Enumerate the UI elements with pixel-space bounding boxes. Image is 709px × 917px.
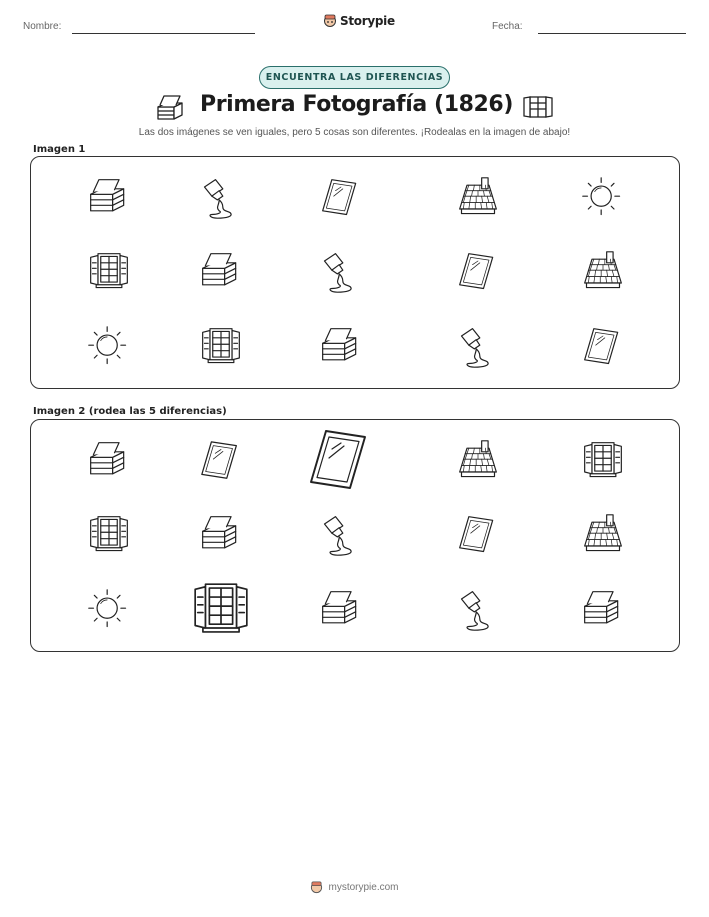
footer: [0, 880, 709, 895]
glass-plate-icon[interactable]: [581, 325, 625, 369]
name-label: Nombre:: [23, 21, 62, 32]
glass-plate-icon[interactable]: [456, 250, 500, 294]
window-icon[interactable]: [199, 325, 243, 369]
activity-badge: ENCUENTRA LAS DIFERENCIAS: [259, 66, 450, 89]
chest-icon[interactable]: [581, 588, 625, 632]
bottle-spill-icon[interactable]: [456, 588, 500, 632]
image2-label: Imagen 2 (rodea las 5 diferencias): [33, 406, 227, 417]
glass-plate-icon[interactable]: [305, 425, 377, 497]
storypie-mascot-icon: [323, 13, 337, 29]
bottle-spill-icon[interactable]: [456, 325, 500, 369]
house-roof-icon[interactable]: [581, 513, 625, 557]
window-icon: [522, 94, 554, 120]
bottle-spill-icon[interactable]: [199, 176, 243, 220]
bottle-spill-icon[interactable]: [319, 513, 363, 557]
brand-name: Storypie: [340, 14, 395, 28]
chest-icon[interactable]: [319, 588, 363, 632]
page-title: Primera Fotografía (1826): [200, 92, 513, 117]
glass-plate-icon[interactable]: [198, 438, 244, 484]
house-roof-icon[interactable]: [581, 250, 625, 294]
brand-logo: [323, 13, 395, 29]
glass-plate-icon[interactable]: [319, 176, 363, 220]
window-icon[interactable]: [581, 439, 625, 483]
name-field[interactable]: [72, 33, 255, 34]
sun-icon[interactable]: [87, 325, 131, 369]
window-icon[interactable]: [87, 250, 131, 294]
chest-icon[interactable]: [319, 325, 363, 369]
chest-icon[interactable]: [87, 439, 131, 483]
image1-label: Imagen 1: [33, 144, 86, 155]
window-icon[interactable]: [190, 579, 252, 641]
image1-panel[interactable]: [30, 156, 680, 389]
chest-icon[interactable]: [87, 176, 131, 220]
date-field[interactable]: [538, 33, 686, 34]
footer-url: mystorypie.com: [328, 882, 399, 893]
sun-icon[interactable]: [87, 588, 131, 632]
chest-icon: [154, 93, 186, 121]
storypie-mascot-icon: [310, 880, 323, 895]
title-row: [0, 92, 709, 122]
house-roof-icon[interactable]: [456, 176, 500, 220]
glass-plate-icon[interactable]: [456, 513, 500, 557]
window-icon[interactable]: [87, 513, 131, 557]
house-roof-icon[interactable]: [456, 439, 500, 483]
bottle-spill-icon[interactable]: [319, 250, 363, 294]
date-label: Fecha:: [492, 21, 523, 32]
chest-icon[interactable]: [199, 513, 243, 557]
chest-icon[interactable]: [199, 250, 243, 294]
sun-icon[interactable]: [581, 176, 625, 220]
instructions: Las dos imágenes se ven iguales, pero 5 cosas son diferentes. ¡Rodealas en la imagen de abajo!: [138, 127, 571, 138]
image2-panel[interactable]: [30, 419, 680, 652]
